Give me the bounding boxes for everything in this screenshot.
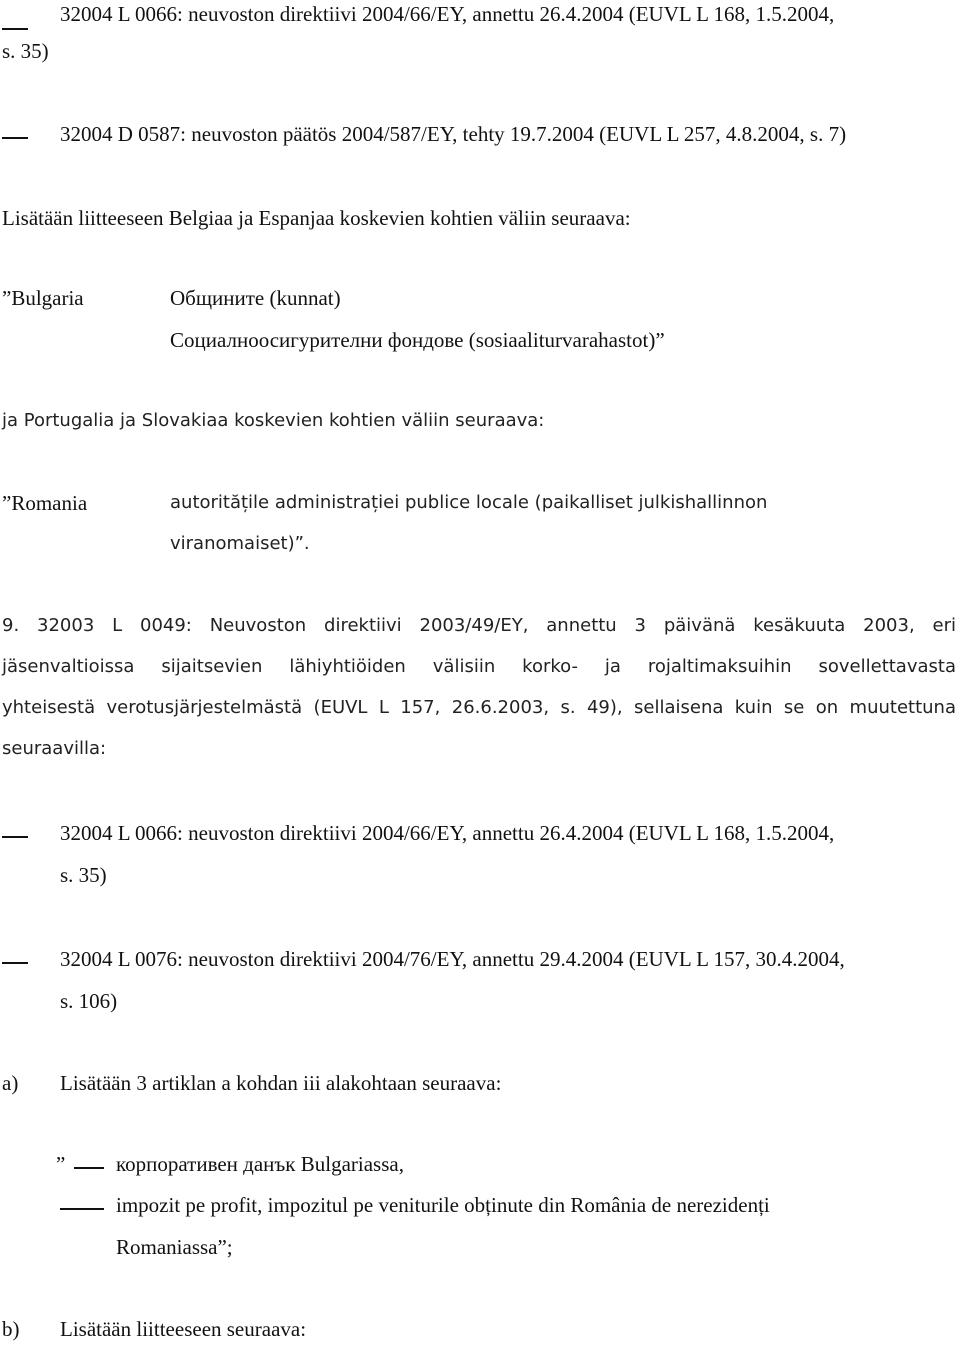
- amendment-reference: 32004 L 0066: neuvoston direktiivi 2004/66/EY, annettu 26.4.2004 (EUVL L 168, 1.5.2004,: [60, 821, 835, 845]
- country-romania: ”Romania: [2, 491, 88, 515]
- item9-line4: seuraavilla:: [2, 738, 107, 759]
- amendment-reference-cont: s. 35): [60, 863, 107, 887]
- item9-line1: 9. 32003 L 0049: Neuvoston direktiivi 2003/49/EY, annettu 3 päivänä kesäkuuta 2003, eri: [2, 615, 956, 636]
- point-b-letter: b): [2, 1317, 20, 1341]
- decision-reference: 32004 D 0587: neuvoston päätös 2004/587/EY, tehty 19.7.2004 (EUVL L 257, 4.8.2004, s. 7): [60, 122, 847, 146]
- tax-romania-cont: Romaniassa”;: [116, 1235, 233, 1259]
- dash-marker: [74, 1167, 104, 1169]
- intro-portugal-slovakia: ja Portugalia ja Slovakiaa koskevien kohtien väliin seuraava:: [2, 410, 545, 431]
- dash-marker: [2, 137, 28, 139]
- romania-entry-cont: viranomaiset)”.: [170, 533, 310, 554]
- dash-marker: [60, 1208, 104, 1210]
- opening-quote: ”: [56, 1152, 66, 1176]
- directive-reference-cont: s. 35): [2, 39, 49, 63]
- dash-marker: [2, 962, 28, 964]
- point-a-letter: a): [2, 1071, 19, 1095]
- point-b-text: Lisätään liitteeseen seuraava:: [60, 1317, 307, 1341]
- intro-belgium-spain: Lisätään liitteeseen Belgiaa ja Espanjaa koskevien kohtien väliin seuraava:: [2, 206, 631, 230]
- point-a-text: Lisätään 3 artiklan a kohdan iii alakohtaan seuraava:: [60, 1071, 502, 1095]
- tax-bulgaria: корпоративен данък Bulgariassa,: [116, 1152, 404, 1176]
- romania-entry: autoritățile administrației publice locale (paikalliset julkishallinnon: [170, 492, 768, 513]
- tax-romania: impozit pe profit, impozitul pe veniturile obținute din România de nerezidenți: [116, 1193, 770, 1217]
- bulgaria-entry-municipalities: Общините (kunnat): [170, 286, 341, 310]
- amendment-reference: 32004 L 0076: neuvoston direktiivi 2004/76/EY, annettu 29.4.2004 (EUVL L 157, 30.4.2004,: [60, 947, 845, 971]
- bulgaria-entry-social-funds: Социалноосигурителни фондове (sosiaaliturvarahastot)”: [170, 328, 665, 352]
- country-bulgaria: ”Bulgaria: [2, 286, 84, 310]
- dash-marker: [2, 836, 28, 838]
- directive-reference: 32004 L 0066: neuvoston direktiivi 2004/66/EY, annettu 26.4.2004 (EUVL L 168, 1.5.2004,: [60, 2, 835, 26]
- amendment-reference-cont: s. 106): [60, 989, 118, 1013]
- dash-marker: [2, 28, 28, 30]
- item9-line3: yhteisestä verotusjärjestelmästä (EUVL L 157, 26.6.2003, s. 49), sellaisena kuin se on muutettuna: [2, 697, 956, 718]
- item9-line2: jäsenvaltioissa sijaitsevien lähiyhtiöiden välisiin korko- ja rojaltimaksuihin sovellettavasta: [2, 656, 956, 677]
